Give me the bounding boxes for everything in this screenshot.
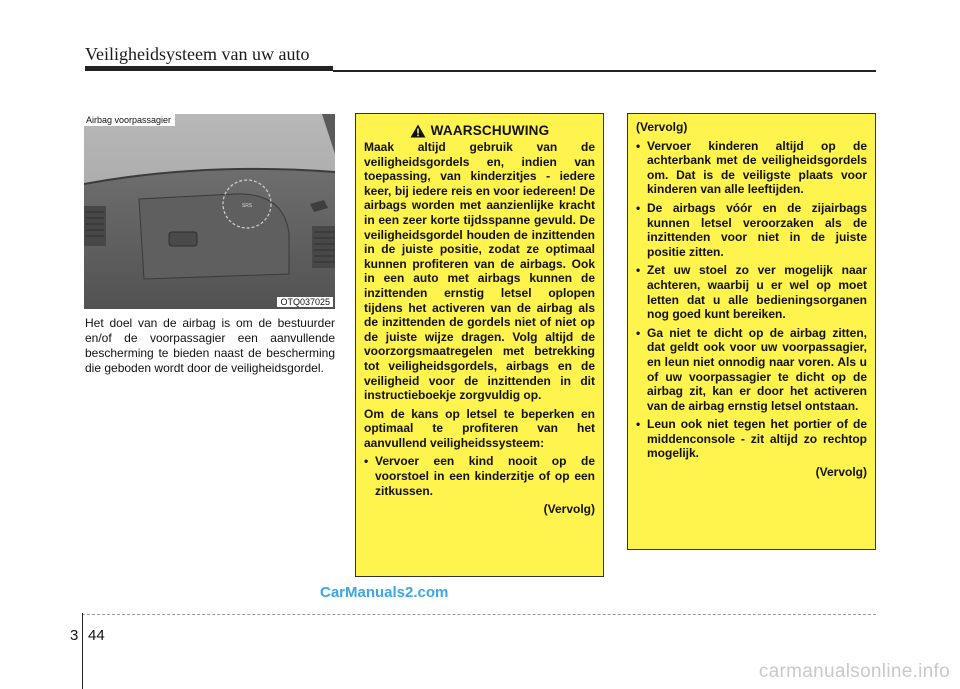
continued-bullets xyxy=(636,139,867,461)
footer-rule xyxy=(82,614,876,616)
header-rule-thin xyxy=(333,70,876,72)
continued-vervolg-end: (Vervolg) xyxy=(815,465,867,480)
airbag-figure xyxy=(84,114,335,309)
dashboard-illustration xyxy=(84,114,335,309)
warning-vervolg: (Vervolg) xyxy=(543,502,595,517)
continued-bullet: • Zet uw stoel zo ver mogelijk naar achteren, waarbij u er wel op moet letten dat u alle bedieningsorganen nog goed kunt bereiken. xyxy=(636,263,867,321)
continued-body xyxy=(636,120,867,480)
continued-vervolg-top: (Vervolg) xyxy=(636,120,688,134)
page-number: 44 xyxy=(88,627,105,644)
chapter-number: 3 xyxy=(70,627,79,644)
continued-bullet: • De airbags vóór en de zijairbags kunnen letsel veroorzaken als de inzittenden voor niet in de juiste positie zitten. xyxy=(636,201,867,259)
warning-box xyxy=(355,113,604,577)
watermark-link[interactable]: CarManuals2.com xyxy=(320,584,449,601)
svg-text:SRS: SRS xyxy=(241,203,253,209)
warning-paragraph-1: Maak altijd gebruik van de veiligheidsgordels en, indien van toepassing, van kinderzitjes - iedere keer, bij iedere reis en voor iedereen! De airbags worden met aanzienlijke kracht in een zeer korte tijdsspanne gevuld. De veiligheidsgordel houden de inzittenden in de juiste positie, zodat ze optimaal kunnen profiteren van de airbags. Ook in een auto met airbags kunnen de inzittenden ernstig letsel oplopen tijdens het activeren van de airbag als de inzittenden de gordels niet of niet op de juiste wijze dragen. Volg altijd de voorzorgsmaatregelen met betrekking tot veiligheidsgordels, airbags en de veiligheid voor de inzittenden in dit instructieboekje zorgvuldig op. xyxy=(364,140,595,403)
warning-body xyxy=(364,140,595,517)
intro-paragraph: Het doel van de airbag is om de bestuurder en/of de voorpassagier een aanvullende bescherming te bieden naast de bescherming die geboden wordt door de veiligheidsgordel. xyxy=(85,316,335,375)
continued-bullet: • Leun ook niet tegen het portier of de middenconsole - zit altijd zo rechtop mogelijk. xyxy=(636,417,867,461)
footer-divider xyxy=(82,613,83,689)
header-rule-thick xyxy=(85,66,333,71)
warning-title: WAARSCHUWING xyxy=(430,123,550,138)
warning-bullets xyxy=(364,454,595,498)
continued-warning-box xyxy=(627,113,876,550)
figure-label: Airbag voorpassagier xyxy=(84,114,175,126)
warning-header xyxy=(364,123,595,138)
figure-code: OTQ037025 xyxy=(277,297,333,307)
warning-triangle-icon xyxy=(410,124,426,138)
footer-watermark: carmanualsonline.info xyxy=(758,661,950,682)
continued-bullet: • Vervoer kinderen altijd op de achterbank met de veiligheidsgordels om. Dat is de veiligste plaats voor kinderen van alle leeftijden. xyxy=(636,139,867,197)
warning-paragraph-2: Om de kans op letsel te beperken en optimaal te profiteren van het aanvullend veiligheidssysteem: xyxy=(364,406,595,450)
warning-bullet: • Vervoer een kind nooit op de voorstoel in een kinderzitje of op een zitkussen. xyxy=(364,454,595,498)
page-header-title: Veiligheidsysteem van uw auto xyxy=(85,44,310,64)
continued-bullet: • Ga niet te dicht op de airbag zitten, dat geldt ook voor uw voorpassagier, en leun niet onnodig naar voren. Als u of uw voorpassagier te dicht op de airbag zit, kan er door het activeren van de airbag ernstig letsel ontstaan. xyxy=(636,326,867,414)
